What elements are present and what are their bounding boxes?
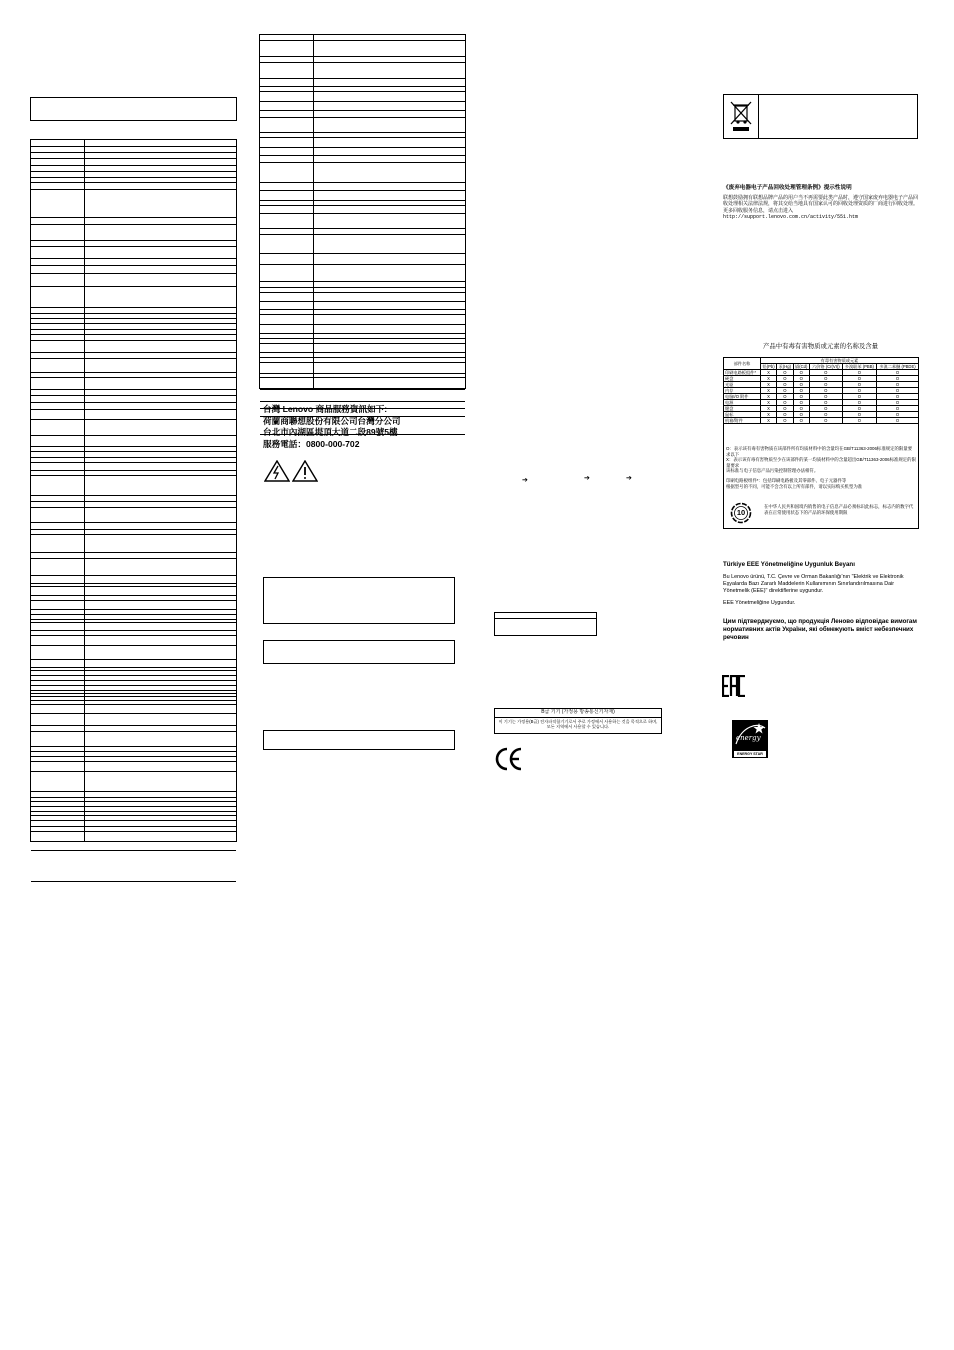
table-row xyxy=(31,341,236,353)
substance-value-cell: O xyxy=(842,406,876,412)
substance-value-cell: O xyxy=(876,406,918,412)
substance-value-cell: O xyxy=(809,388,842,394)
part-name-cell: 光驱 xyxy=(724,382,761,388)
table-row xyxy=(260,138,465,148)
table-row xyxy=(260,41,465,57)
table-row xyxy=(260,92,465,102)
part-name-cell: 硬盘 xyxy=(724,376,761,382)
table-row xyxy=(31,247,236,259)
substance-value-cell: O xyxy=(793,394,809,400)
substance-value-cell: O xyxy=(842,388,876,394)
turkey-eee-body2: EEE Yönetmeliğine Uygundur. xyxy=(723,600,796,606)
taiwan-service-line3: 台北市內湖區堤頂大道二段89號5樓 xyxy=(263,427,398,438)
substance-value-cell: O xyxy=(777,388,793,394)
substance-value-cell: X xyxy=(761,418,777,424)
table-row xyxy=(31,559,236,576)
substance-value-cell: O xyxy=(842,412,876,418)
substance-value-cell: O xyxy=(876,412,918,418)
substance-value-cell: X xyxy=(761,388,777,394)
table-row xyxy=(31,714,236,726)
epup-10-label: 10 xyxy=(736,508,746,517)
rohs-table-row xyxy=(724,418,919,424)
crossed-out-wheeled-bin-icon xyxy=(729,100,753,134)
substance-value-cell: X xyxy=(761,370,777,376)
substance-value-cell: O xyxy=(793,418,809,424)
china-rohs-title: 产品中有毒有害物质或元素的名称及含量 xyxy=(762,343,879,350)
part-name-cell: 电脑I/O 附件 xyxy=(724,394,761,400)
table-row xyxy=(31,274,236,287)
table-row xyxy=(260,206,465,214)
table-row xyxy=(260,156,465,163)
substance-value-cell: O xyxy=(793,412,809,418)
table-row xyxy=(260,111,465,118)
substance-value-cell: O xyxy=(793,382,809,388)
table-row xyxy=(31,732,236,747)
china-weee-url: http://support.lenovo.com.cn/activity/551.htm xyxy=(723,214,859,221)
table-row xyxy=(31,159,236,166)
column2-notice-box-3 xyxy=(263,730,455,750)
taiwan-service-line4: 服務電話：0800-000-702 xyxy=(263,438,360,449)
substance-value-cell: O xyxy=(842,382,876,388)
table-row xyxy=(260,191,465,201)
table-row xyxy=(31,183,236,190)
caution-warning-icon xyxy=(292,460,318,482)
energy-star-label-bar xyxy=(734,751,766,757)
table-row xyxy=(260,302,465,310)
note-o: O：表示该有毒有害物质在该部件所有均质材料中的含量均在GB/T11363-2006标准规定的限量要求以下 xyxy=(726,446,913,457)
substance-value-cell: O xyxy=(793,370,809,376)
table-row xyxy=(31,762,236,772)
substance-value-cell: O xyxy=(777,376,793,382)
part-name-cell: 印刷电路板组件* xyxy=(724,370,761,376)
substance-value-cell: O xyxy=(777,412,793,418)
substance-value-cell: O xyxy=(809,400,842,406)
substance-value-cell: O xyxy=(777,400,793,406)
table-row xyxy=(260,148,465,156)
substance-column-header: 铅(Pb) xyxy=(761,364,777,370)
substance-value-cell: O xyxy=(842,418,876,424)
substance-value-cell: O xyxy=(842,370,876,376)
substance-value-cell: O xyxy=(876,418,918,424)
table-row xyxy=(260,183,465,191)
weee-divider xyxy=(758,95,759,138)
table-row xyxy=(260,79,465,87)
substance-value-cell: O xyxy=(876,394,918,400)
china-weee-title: 《废弃电器电子产品回收处理管理条例》提示性说明 xyxy=(723,185,852,191)
substance-value-cell: O xyxy=(876,376,918,382)
substance-value-cell: O xyxy=(777,394,793,400)
table-row xyxy=(31,576,236,584)
table-row xyxy=(31,259,236,266)
turkey-eee-section xyxy=(723,561,918,607)
column2-notice-box-2 xyxy=(263,640,455,664)
arrow-right-icon: ➔ xyxy=(522,477,528,484)
table-row xyxy=(31,359,236,373)
table-row xyxy=(31,636,236,646)
table-row xyxy=(260,378,465,390)
table-row xyxy=(31,772,236,792)
note-ref: 该标准与电子信息产品污染控制管理办法相符。 xyxy=(726,468,819,474)
ukraine-rohs-statement: Цим підтверджуємо, що продукція Леново відповідає вимогам нормативних актів України, які обмежують вміст небезпечних речовин xyxy=(723,618,917,641)
turkey-eee-body1: Bu Lenovo ürünü, T.C. Çevre ve Orman Bakanlığı'nın "Elektrik ve Elektronik Eşyalarda Bazı Zararlı Maddelerin Kullanımının Sınırlandırılmasına Dair Yönetmelik (EEE)" direktiflerine uygundur. xyxy=(723,574,904,594)
table-row xyxy=(260,293,465,302)
table-row xyxy=(31,587,236,596)
note-period: 根据型号的不同，可能不会含有以上所有部件，请以实际购买机型为准 xyxy=(726,483,863,489)
part-name-cell: 键盘 xyxy=(724,406,761,412)
table-row xyxy=(31,476,236,496)
substance-value-cell: X xyxy=(761,394,777,400)
eac-mark xyxy=(722,675,746,697)
substance-column-header: 镉(Cd) xyxy=(793,364,809,370)
substance-value-cell: O xyxy=(876,370,918,376)
table-row xyxy=(260,63,465,79)
table-row xyxy=(31,140,236,147)
substance-value-cell: O xyxy=(793,406,809,412)
part-name-cell: 内存 xyxy=(724,388,761,394)
table-row xyxy=(31,436,236,447)
china-rohs-table-frame xyxy=(723,357,919,529)
table-row xyxy=(31,508,236,523)
arrow-right-icon: ➔ xyxy=(626,475,632,482)
epup-text: 在中华人民共和国境内销售的电子信息产品必须标识此标志，标志内的数字代表在正常使用状态下的产品的环保使用期限 xyxy=(764,504,914,515)
china-weee-section xyxy=(723,184,918,221)
table-row xyxy=(260,254,465,265)
korea-notice-title: B급 기기 (가정용 방송통신기자재) xyxy=(541,709,615,715)
table-row xyxy=(31,420,236,436)
korea-notice-body: 이 기기는 가정용(B급) 전자파적합기기로서 주로 가정에서 사용하는 것을 목적으로 하며, 모든 지역에서 사용할 수 있습니다. xyxy=(498,718,658,729)
table-row xyxy=(260,214,465,229)
substance-group-header: 有毒有害物质或元素 xyxy=(761,358,919,364)
substance-value-cell: O xyxy=(809,406,842,412)
electric-shock-warning-icon xyxy=(264,460,290,482)
part-name-header: 部件名称 xyxy=(724,358,761,370)
china-rohs-notes xyxy=(726,446,916,489)
table-row xyxy=(31,378,236,390)
table-row xyxy=(31,287,236,308)
table-row xyxy=(260,163,465,183)
column2-spec-table xyxy=(259,34,466,389)
turkey-eee-title: Türkiye EEE Yönetmeliğine Uygunluk Beyanı xyxy=(723,561,855,568)
table-row xyxy=(260,118,465,133)
energy-star-label: ENERGY STAR xyxy=(737,752,763,756)
table-row xyxy=(31,832,236,851)
substance-column-header: 多溴联苯 (PBB) xyxy=(842,364,876,370)
taiwan-service-line1: 台灣 Lenovo 商品服務資訊如下: xyxy=(263,404,388,414)
column3-small-table xyxy=(494,612,597,636)
china-weee-body: 联想鼓励拥有联想品牌产品的用户当不再需要此类产品时，遵守国家废弃电器电子产品回收处理相关法律法规，将其交给当地具有国家认可的回收处理资质的厂商进行回收处理。更多回收服务信息，请点击进入 xyxy=(723,195,919,214)
table-row xyxy=(31,225,236,241)
ce-mark xyxy=(494,746,524,772)
table-row xyxy=(31,660,236,668)
table-row xyxy=(31,396,236,403)
table-row xyxy=(260,265,465,282)
substance-value-cell: X xyxy=(761,400,777,406)
table-row xyxy=(31,601,236,610)
arrow-right-icon: ➔ xyxy=(584,475,590,482)
substance-value-cell: O xyxy=(809,376,842,382)
substance-value-cell: O xyxy=(809,370,842,376)
part-name-cell: 电源 xyxy=(724,400,761,406)
part-name-cell: 机箱/附件 xyxy=(724,418,761,424)
column2-notice-box-1 xyxy=(263,577,455,624)
table-row xyxy=(31,646,236,660)
table-row xyxy=(260,235,465,254)
table-row xyxy=(31,218,236,225)
column1-notice-box xyxy=(30,97,237,121)
table-row xyxy=(31,463,236,471)
table-row xyxy=(31,535,236,553)
substance-value-cell: O xyxy=(842,376,876,382)
epup-10-logo xyxy=(730,502,752,524)
table-row xyxy=(31,403,236,410)
substance-value-cell: X xyxy=(761,382,777,388)
substance-value-cell: O xyxy=(793,388,809,394)
note-pcb: 印刷电路板组件*：包括印刷电路板及其零部件、电子元器件等 xyxy=(726,477,847,483)
table-row xyxy=(260,102,465,111)
table-row xyxy=(31,190,236,218)
table-row xyxy=(260,315,465,325)
substance-value-cell: X xyxy=(761,376,777,382)
substance-value-cell: O xyxy=(876,382,918,388)
taiwan-service-info xyxy=(263,404,463,450)
table-row xyxy=(31,410,236,420)
weee-notice-box xyxy=(723,94,918,139)
table-row xyxy=(31,623,236,631)
substance-value-cell: O xyxy=(809,382,842,388)
substance-column-header: 六价铬 (Cr(VI)) xyxy=(809,364,842,370)
substance-value-cell: O xyxy=(876,400,918,406)
substance-value-cell: X xyxy=(761,406,777,412)
energy-script-text: energy xyxy=(736,734,761,742)
column1-spec-table xyxy=(30,139,237,842)
substance-column-header: 多溴二苯醚 (PBDE) xyxy=(876,364,918,370)
table-row xyxy=(260,344,465,353)
table-row xyxy=(31,523,236,530)
table-row xyxy=(31,705,236,714)
korea-class-b-notice xyxy=(494,708,662,734)
china-rohs-table xyxy=(723,357,919,424)
table-row xyxy=(260,325,465,334)
table-row xyxy=(31,882,236,888)
substance-value-cell: O xyxy=(809,412,842,418)
energy-star-logo xyxy=(732,720,768,758)
substance-value-cell: O xyxy=(842,394,876,400)
table-row xyxy=(260,390,465,402)
taiwan-service-line2: 荷蘭商聯想股份有限公司台灣分公司 xyxy=(263,415,401,426)
substance-value-cell: O xyxy=(777,382,793,388)
substance-value-cell: O xyxy=(809,418,842,424)
note-x: X：表示该有毒有害物质至少在该部件的某一均质材料中的含量超出GB/T11363-2006标准规定的限量要求 xyxy=(726,457,916,468)
substance-value-cell: O xyxy=(777,406,793,412)
table-row xyxy=(31,266,236,274)
substance-value-cell: X xyxy=(761,412,777,418)
substance-value-cell: O xyxy=(793,376,809,382)
part-name-cell: 鼠标 xyxy=(724,412,761,418)
table-row xyxy=(260,363,465,374)
substance-value-cell: O xyxy=(777,418,793,424)
substance-value-cell: O xyxy=(777,370,793,376)
substance-value-cell: O xyxy=(876,388,918,394)
substance-value-cell: O xyxy=(793,400,809,406)
substance-value-cell: O xyxy=(809,394,842,400)
substance-value-cell: O xyxy=(842,400,876,406)
table-row xyxy=(31,851,236,882)
substance-column-header: 汞(Hg) xyxy=(777,364,793,370)
